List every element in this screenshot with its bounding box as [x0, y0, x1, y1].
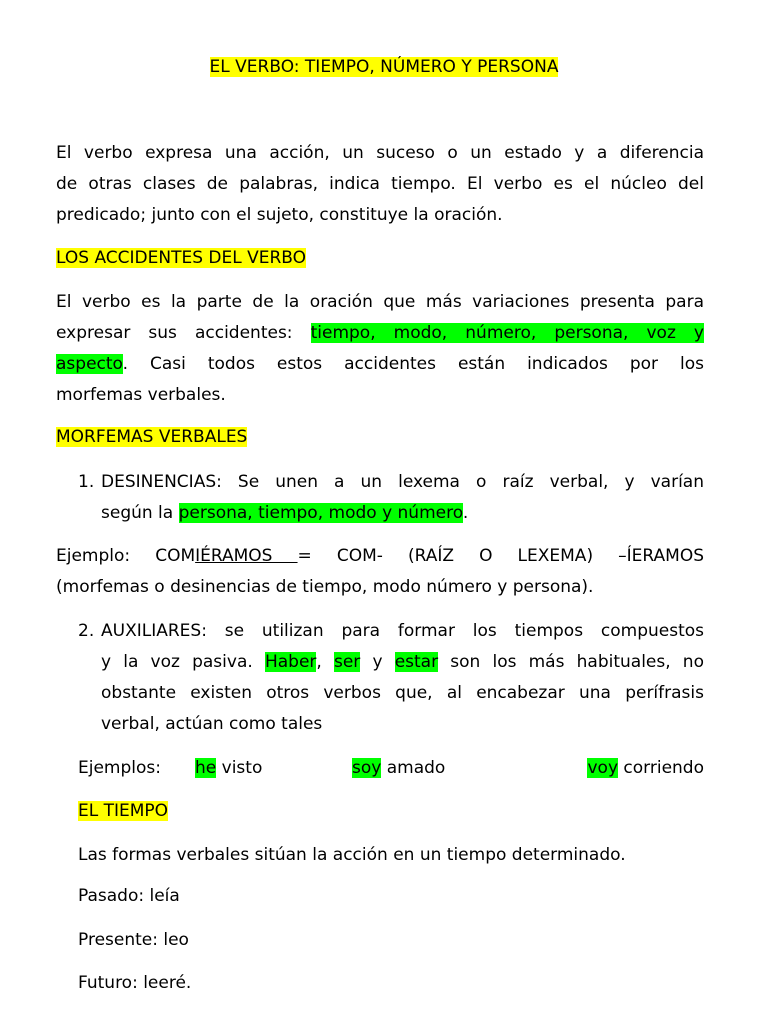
aspecto-highlight: aspecto [56, 354, 123, 374]
list-item-number-2: 2. [78, 621, 95, 641]
auxiliares-line-3: obstante existen otros verbos que, al encabezar una perífrasis [101, 683, 704, 703]
ejemplo-voy-corriendo: voy corriendo [587, 758, 704, 778]
ejemplos-row [78, 757, 704, 779]
ejemplo-line-2: (morfemas o desinencias de tiempo, modo número y persona). [56, 577, 594, 597]
tiempo-line-1: Las formas verbales sitúan la acción en un tiempo determinado. [78, 845, 626, 865]
auxiliares-line-4: verbal, actúan como tales [101, 714, 323, 734]
accidentes-line-1: El verbo es la parte de la oración que más variaciones presenta para [56, 292, 704, 312]
accidentes-line-3: aspecto. Casi todos estos accidentes están indicados por los [56, 354, 704, 374]
accidentes-line-2: expresar sus accidentes: tiempo, modo, número, persona, voz y [56, 323, 704, 343]
tiempo-presente: Presente: leo [78, 930, 189, 950]
desinencias-line-2: según la persona, tiempo, modo y número. [101, 503, 469, 523]
haber-highlight: Haber [264, 652, 317, 672]
tiempo-pasado: Pasado: leía [78, 886, 180, 906]
intro-line-2: de otras clases de palabras, indica tiempo. El verbo es el núcleo del [56, 174, 704, 194]
desinencias-line-1: DESINENCIAS: Se unen a un lexema o raíz verbal, y varían [101, 472, 704, 492]
page-title [0, 56, 768, 78]
accidentes-line-4: morfemas verbales. [56, 385, 226, 405]
ejemplo-line-1: Ejemplo: COMIÉRAMOS = COM- (RAÍZ O LEXEMA) –ÍERAMOS [56, 546, 704, 566]
ejemplo-he-visto: he visto [195, 758, 263, 778]
tiempo-futuro: Futuro: leeré. [78, 973, 192, 993]
list-item-number-1: 1. [78, 472, 95, 492]
underlined-desinencia: IÉRAMOS [195, 546, 298, 566]
section-heading-morfemas: MORFEMAS VERBALES [56, 427, 248, 447]
intro-line-3: predicado; junto con el sujeto, constituye la oración. [56, 205, 503, 225]
auxiliares-line-1: AUXILIARES: se utilizan para formar los tiempos compuestos [101, 621, 704, 641]
desinencias-highlight: persona, tiempo, modo y número [178, 503, 463, 523]
accidentes-highlight: tiempo, modo, número, persona, voz y [310, 323, 704, 343]
ejemplo-soy-amado: soy amado [352, 758, 446, 778]
ser-highlight: ser [333, 652, 361, 672]
section-heading-tiempo: EL TIEMPO [78, 801, 169, 821]
estar-highlight: estar [394, 652, 439, 672]
title-highlight: EL VERBO: TIEMPO, NÚMERO Y PERSONA [209, 57, 559, 77]
auxiliares-line-2: y la voz pasiva. Haber, ser y estar son los más habituales, no [101, 652, 704, 672]
ejemplos-label: Ejemplos: [78, 758, 161, 778]
section-heading-accidentes: LOS ACCIDENTES DEL VERBO [56, 248, 307, 268]
intro-line-1: El verbo expresa una acción, un suceso o un estado y a diferencia [56, 143, 704, 163]
